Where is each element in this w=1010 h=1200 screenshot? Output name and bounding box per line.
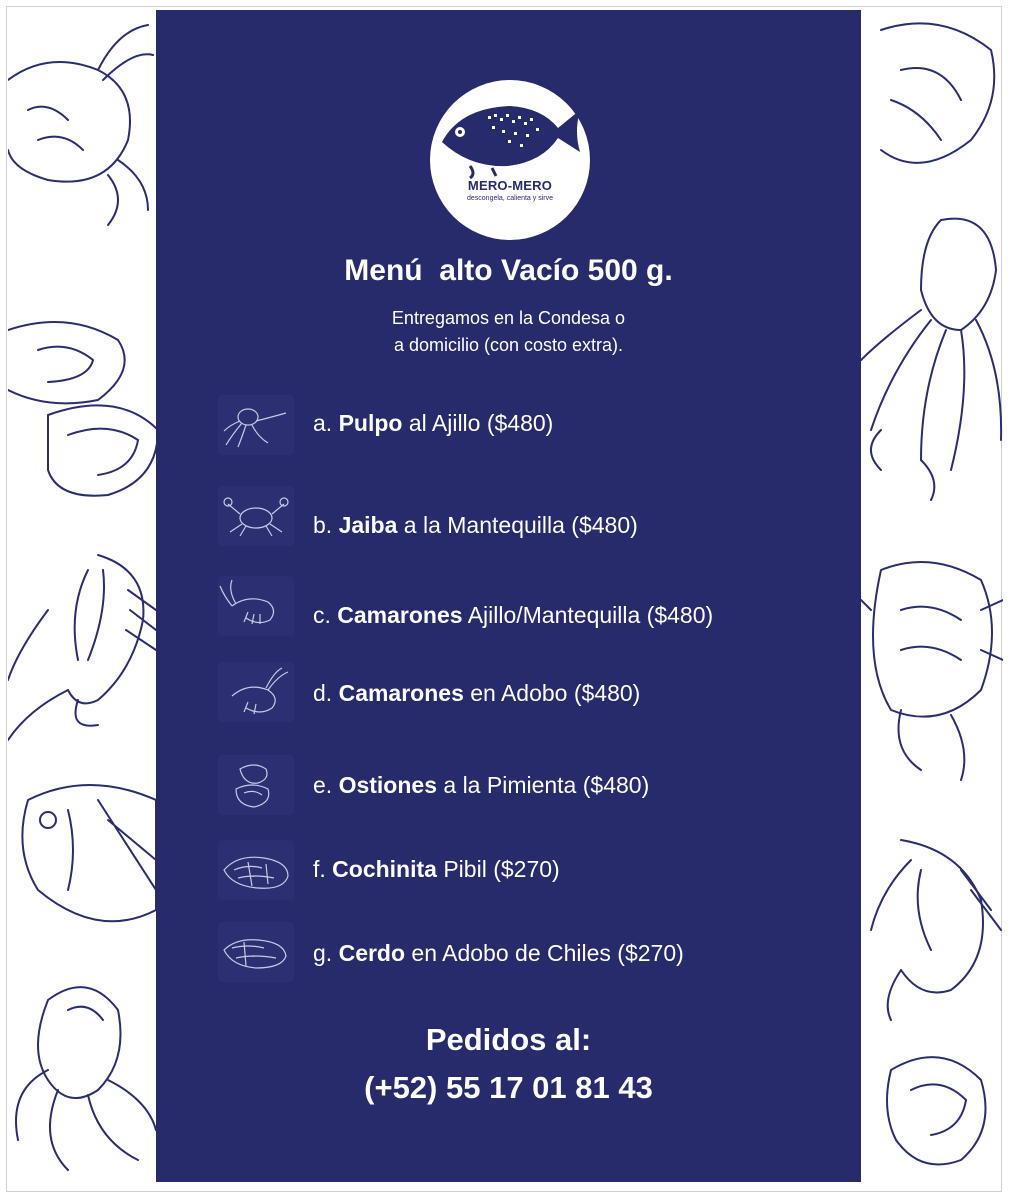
menu-item	[313, 602, 713, 629]
menu-item	[313, 512, 638, 539]
menu-panel	[156, 10, 861, 1182]
brand-tagline: descongela, calienta y sirve	[467, 195, 553, 202]
brand-name: MERO-MERO	[467, 178, 553, 193]
item-description: Pibil ($270)	[443, 856, 560, 882]
item-description: a la Pimienta ($480)	[443, 772, 650, 798]
shrimp-sketch-icon	[8, 555, 156, 740]
menu-title: Menú alto Vacío 500 g.	[344, 254, 673, 287]
item-description: Ajillo/Mantequilla ($480)	[467, 602, 714, 628]
menu-item	[313, 772, 649, 799]
delivery-note-line2: a domicilio (con costo extra).	[393, 335, 624, 355]
item-name: Camarones	[337, 602, 463, 628]
fish-sketch-icon	[22, 785, 156, 921]
item-description: al Ajillo ($480)	[408, 410, 554, 436]
item-name: Pulpo	[338, 410, 403, 436]
item-name: Ostiones	[338, 772, 437, 798]
item-letter: b.	[313, 512, 333, 538]
right-seafood-illustrations	[861, 10, 1003, 1182]
crab-sketch-icon	[8, 25, 153, 225]
oyster-sketch-icon	[8, 322, 156, 496]
brand-logo	[430, 80, 590, 240]
item-description: a la Mantequilla ($480)	[403, 512, 638, 538]
octopus-sketch-icon	[16, 987, 156, 1170]
crab-sketch-icon	[861, 562, 1003, 780]
fish-logo-icon	[430, 80, 590, 240]
item-description: en Adobo de Chiles ($270)	[411, 940, 684, 966]
lobster-sketch-icon	[881, 23, 994, 163]
oyster-sketch-icon	[887, 1057, 986, 1164]
oyster-icon	[218, 755, 294, 815]
octopus-sketch-icon	[861, 219, 1001, 500]
menu-item	[313, 680, 640, 707]
orders-label: Pedidos al:	[425, 1022, 592, 1057]
meat-icon	[218, 840, 294, 900]
left-seafood-illustrations	[8, 10, 156, 1182]
meat-icon	[218, 922, 294, 982]
orders-phone[interactable]: (+52) 55 17 01 81 43	[364, 1070, 653, 1105]
item-name: Jaiba	[338, 512, 398, 538]
item-letter: f.	[313, 856, 326, 882]
menu-item	[313, 856, 560, 883]
menu-item	[313, 940, 684, 967]
item-description: en Adobo ($480)	[470, 680, 641, 706]
item-letter: g.	[313, 940, 333, 966]
octopus-icon	[218, 395, 294, 455]
item-letter: e.	[313, 772, 333, 798]
crab-icon	[218, 486, 294, 546]
item-name: Cochinita	[332, 856, 437, 882]
menu-item	[313, 410, 553, 437]
item-letter: c.	[313, 602, 331, 628]
shrimp-icon	[218, 662, 294, 722]
item-letter: d.	[313, 680, 333, 706]
item-name: Cerdo	[338, 940, 406, 966]
delivery-note-line1: Entregamos en la Condesa o	[391, 308, 626, 328]
shrimp-icon	[218, 576, 294, 636]
item-letter: a.	[313, 410, 333, 436]
shrimp-sketch-icon	[871, 840, 1001, 1020]
item-name: Camarones	[338, 680, 464, 706]
